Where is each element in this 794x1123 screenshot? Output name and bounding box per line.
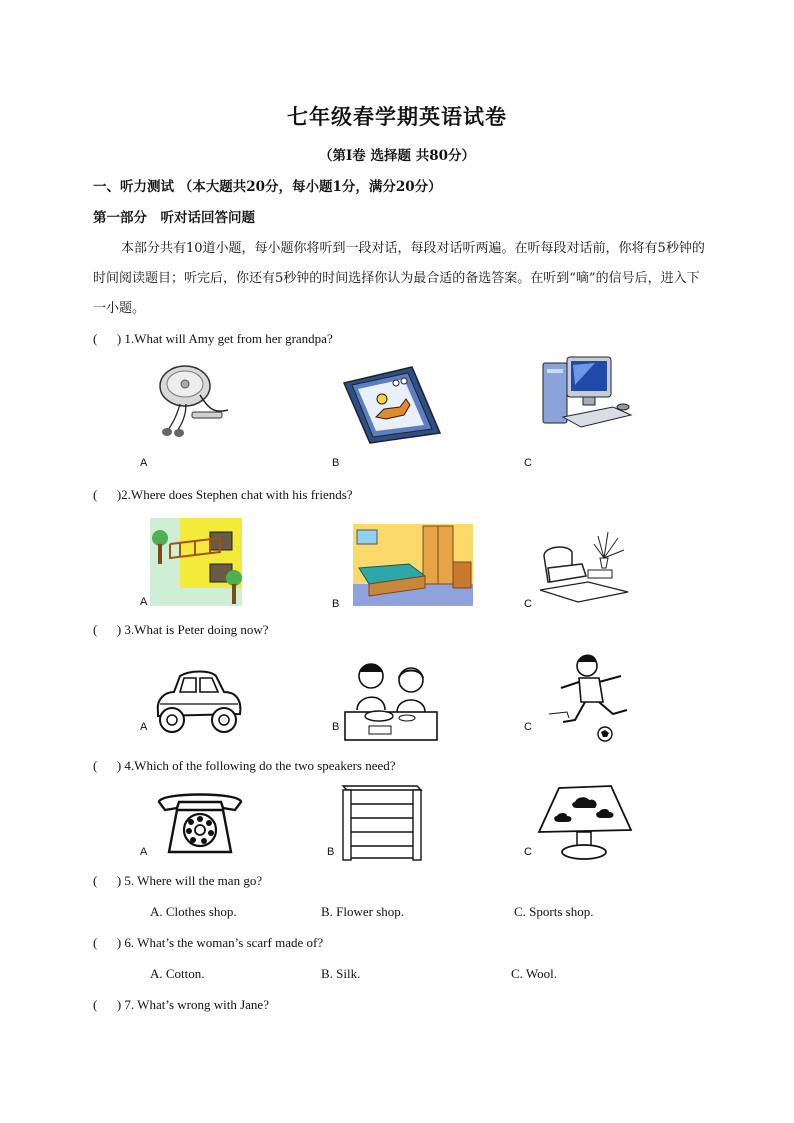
cd-player-icon [150,360,245,442]
question-text: 6. What’s the woman’s scarf made of? [124,935,324,950]
bedroom-icon [353,524,473,606]
option-b: B. Flower shop. [321,904,405,919]
question-text: 3.What is Peter doing now? [124,622,269,637]
option-b: B. Silk. [321,966,361,981]
option-a: A. Cotton. [150,966,205,981]
page-title: 七年级春学期英语试卷 [287,104,507,129]
option-label: C [524,598,532,610]
option-label: B [332,457,340,469]
option-label: B [332,598,340,610]
option-label: B [327,846,335,858]
question-1 [93,331,333,347]
option-c: C. Wool. [511,966,558,981]
answer-bracket[interactable]: ( ) [93,758,122,773]
question-4 [93,758,396,774]
question-text: 5. Where will the man go? [124,873,263,888]
option-a: A. Clothes shop. [150,904,237,919]
option-label: A [140,846,148,858]
paper-subtitle: （第I卷 选择题 共80分） [318,148,475,164]
cooking-icon [345,658,437,742]
question-7 [93,997,269,1013]
question-5 [93,873,262,889]
option-label: C [524,846,532,858]
football-icon [545,652,637,742]
balcony-icon [150,518,242,606]
option-c: C. Sports shop. [514,904,594,919]
answer-bracket[interactable]: ( ) [93,873,122,888]
option-label: A [140,596,148,608]
computer-icon [535,355,635,435]
question-3 [93,622,268,638]
question-text: 7. What’s wrong with Jane? [124,997,269,1012]
car-icon [150,668,244,740]
question-text: 4.Which of the following do the two speakers need? [124,758,396,773]
answer-bracket[interactable]: ( ) [93,935,122,950]
question-6 [93,935,323,951]
option-label: A [140,721,148,733]
painting-icon [340,363,442,445]
answer-bracket[interactable]: ( ) [93,622,122,637]
option-label: C [524,457,532,469]
living-room-icon [538,528,630,608]
question-text: 2.Where does Stephen chat with his friends? [121,487,353,502]
question-text: 1.What will Amy get from her grandpa? [124,331,333,346]
option-label: B [332,721,340,733]
lamp-icon [535,782,633,862]
option-label: A [140,457,148,469]
instructions: 本部分共有10道小题，每小题你将听到一段对话，每段对话听两遍。在听每段对话前，你将有5秒钟的时间阅读题目；听完后，你还有5秒钟的时间选择你认为最合适的备选答案。在听到“嘀”的信号后，进入下一小题。 [93,241,705,316]
option-label: C [524,721,532,733]
bookshelf-icon [337,782,423,862]
section-heading: 一、听力测试 （本大题共20分，每小题1分，满分20分） [93,179,442,195]
telephone-icon [155,790,245,858]
question-2 [93,487,353,503]
answer-bracket[interactable]: ( ) [93,487,122,502]
answer-bracket[interactable]: ( ) [93,331,122,346]
answer-bracket[interactable]: ( ) [93,997,122,1012]
part-title: 第一部分 听对话回答问题 [93,210,255,226]
